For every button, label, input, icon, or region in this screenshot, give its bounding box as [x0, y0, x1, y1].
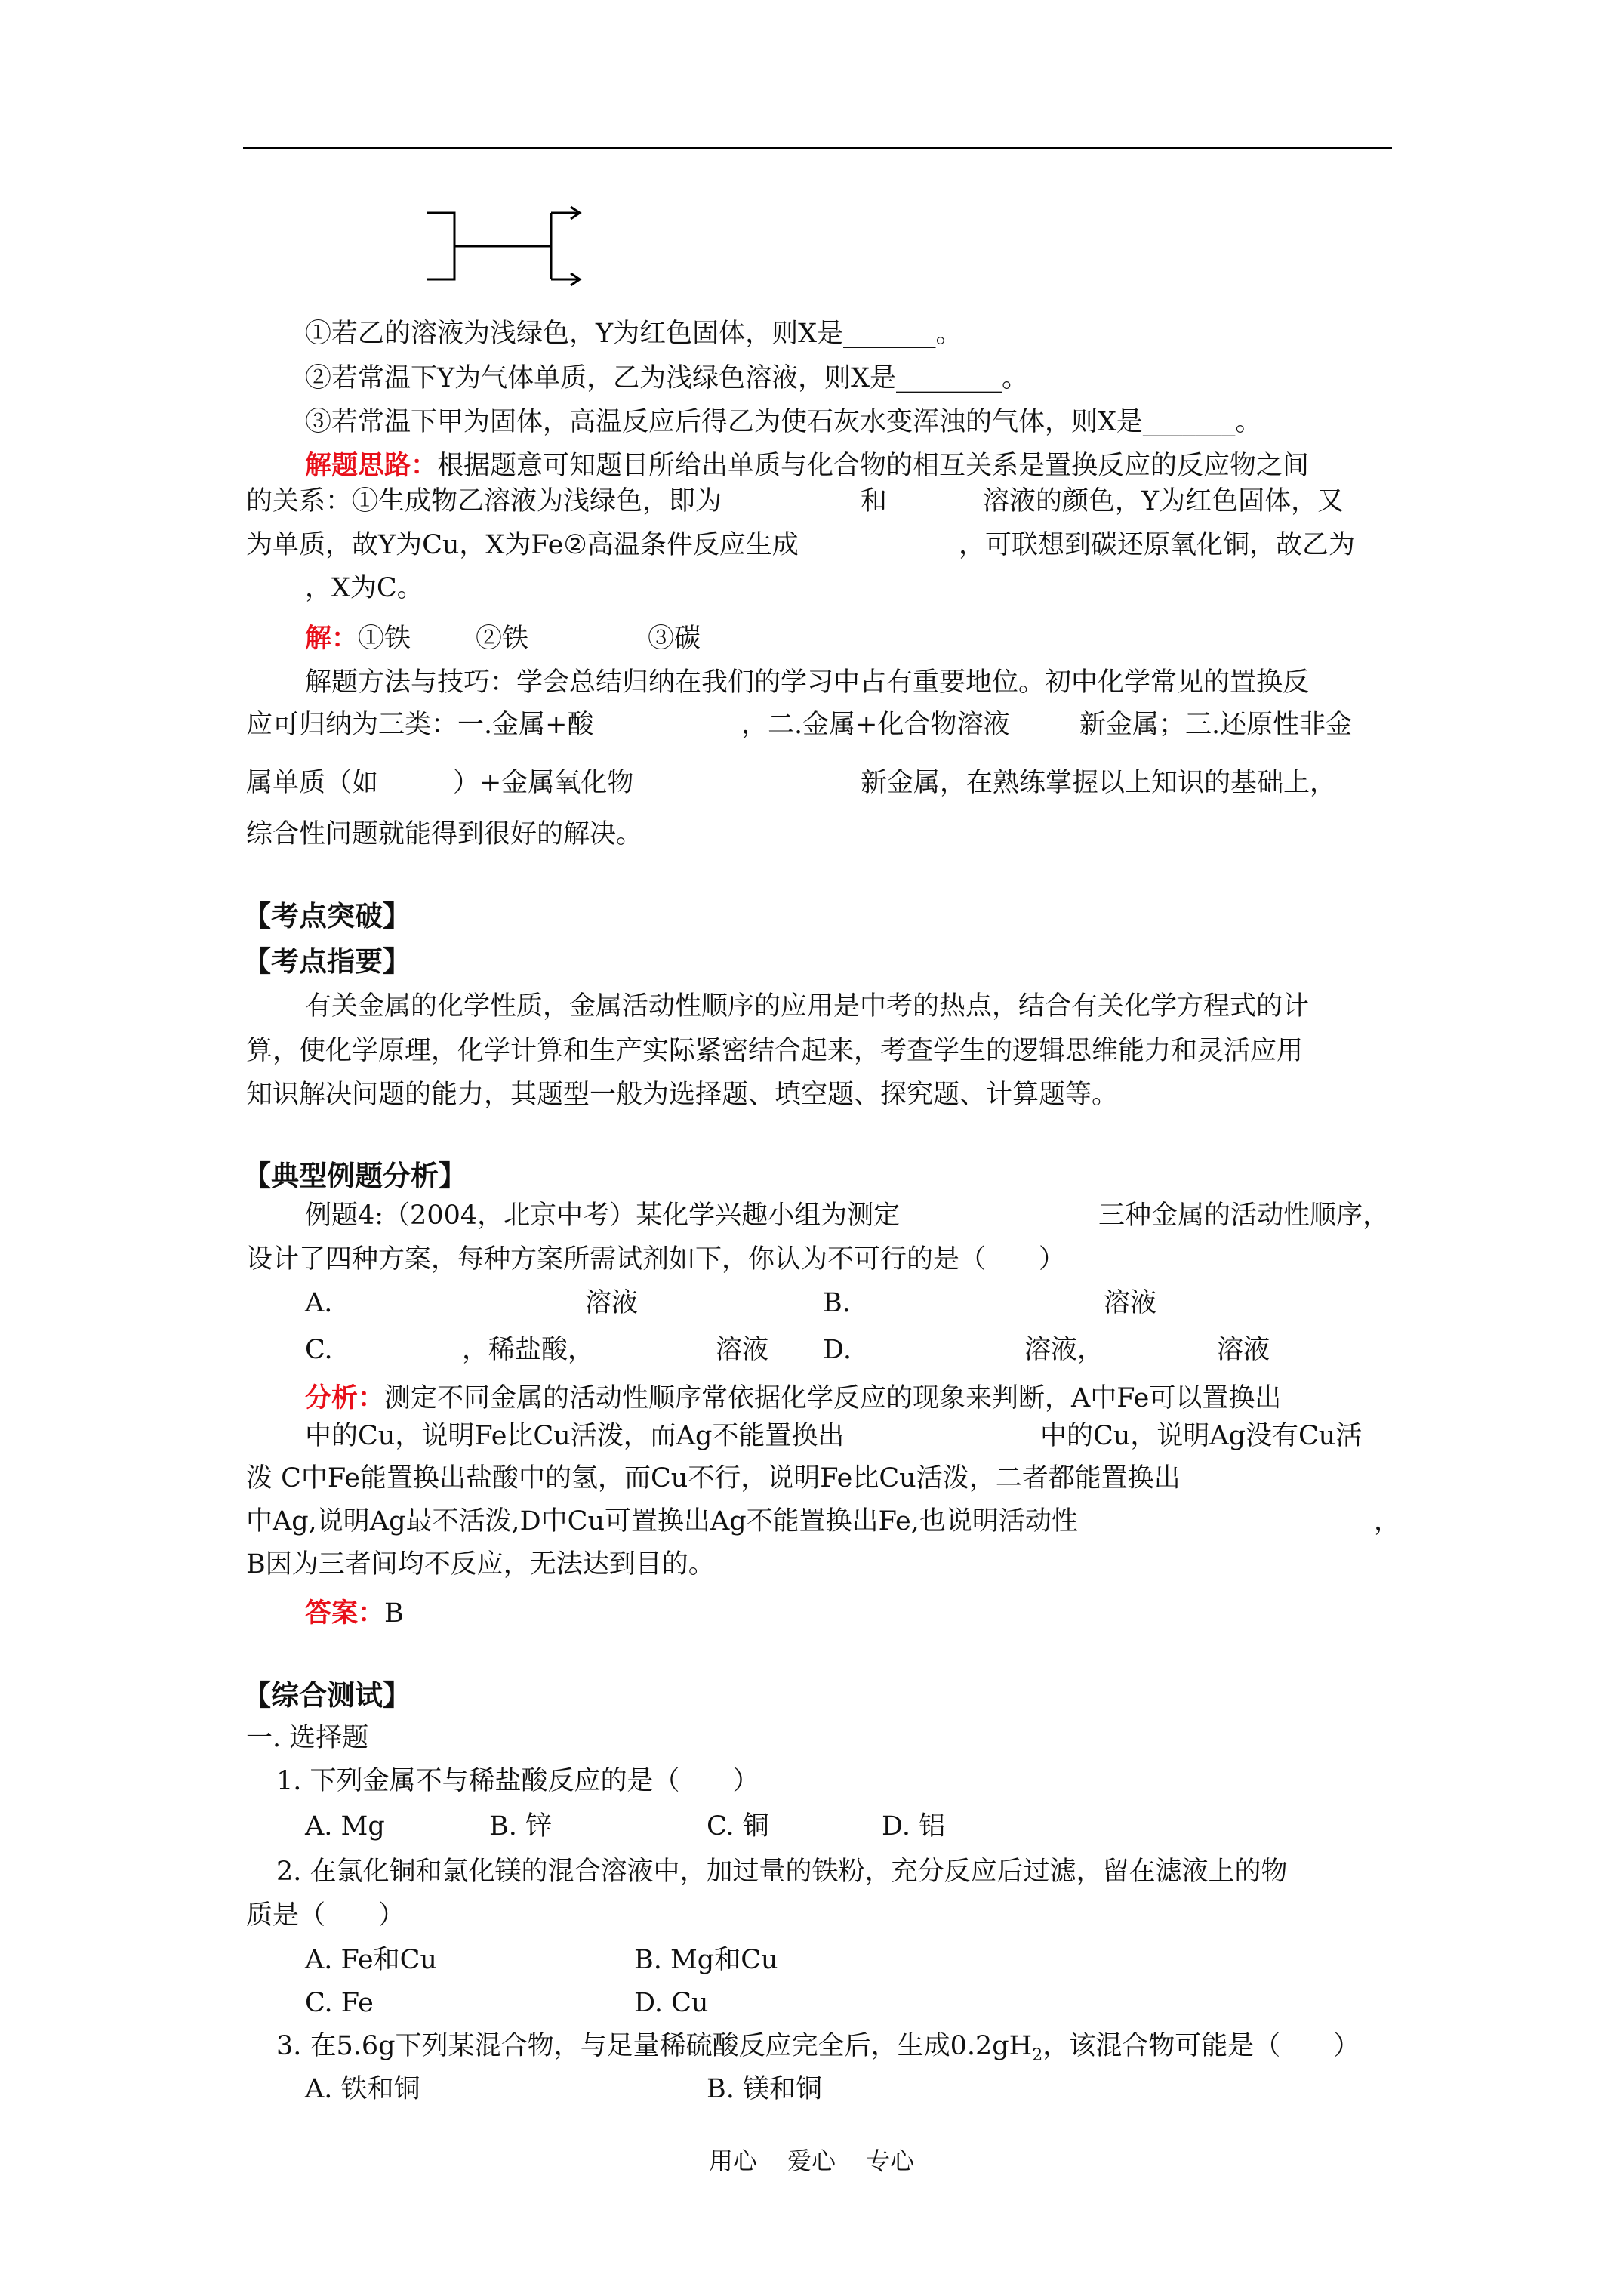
- analysis-line-2b: 中的Cu，说明Ag没有Cu活: [1040, 1421, 1363, 1451]
- method-line-4: 综合性问题就能得到很好的解决。: [246, 819, 643, 849]
- example-answer: 答案：B: [305, 1598, 404, 1629]
- method-line-2c: 新金属；三.还原性非金: [1079, 710, 1353, 740]
- example-line-1b: 三种金属的活动性顺序，: [1098, 1200, 1390, 1231]
- question-1-stem: 1. 下列金属不与稀盐酸反应的是（ ）: [276, 1766, 759, 1796]
- question-item-2: ②若常温下Y为气体单质，乙为浅绿色溶液，则X是________。: [305, 363, 1029, 393]
- solution-idea-line-2c: 溶液的颜色，Y为红色固体，又: [983, 486, 1344, 516]
- question-3-option-b: B. 镁和铜: [707, 2074, 822, 2104]
- method-line-2a: 应可归纳为三类：一.金属+酸: [246, 710, 594, 740]
- question-2-stem-1: 2. 在氯化铜和氯化镁的混合溶液中，加过量的铁粉，充分反应后过滤，留在滤液上的物: [276, 1857, 1288, 1887]
- method-line-2b: ，二.金属+化合物溶液: [741, 710, 1010, 740]
- question-2-stem-2: 质是（ ）: [246, 1900, 405, 1931]
- solution-idea-line-1: 解题思路：根据题意可知题目所给出单质与化合物的相互关系是置换反应的反应物之间: [305, 450, 1310, 481]
- solution-idea-line-2b: 和: [861, 486, 888, 516]
- example-option-c-text-2: 溶液: [716, 1335, 769, 1365]
- question-2-option-d: D. Cu: [634, 1988, 709, 2018]
- question-3-option-a: A. 铁和铜: [305, 2074, 420, 2104]
- section-heading-examples: 【典型例题分析】: [243, 1159, 467, 1192]
- question-item-3: ③若常温下甲为固体，高温反应后得乙为使石灰水变浑浊的气体，则X是_______。: [305, 407, 1262, 437]
- example-option-b-text: 溶液: [1104, 1288, 1157, 1318]
- page-footer: 用心 爱心 专心: [708, 2147, 915, 2175]
- example-answer-label: 答案：: [305, 1598, 385, 1629]
- reaction-diagram: [423, 204, 589, 294]
- method-line-3b: ）+金属氧化物: [453, 768, 634, 798]
- example-option-c-label: C.: [305, 1335, 333, 1365]
- analysis-line-2a: 中的Cu，说明Fe比Cu活泼，而Ag不能置换出: [305, 1421, 845, 1451]
- example-option-c-text: ，稀盐酸，: [462, 1335, 595, 1365]
- example-option-a-label: A.: [305, 1288, 333, 1318]
- analysis-line-4b: ，: [1374, 1506, 1401, 1536]
- key-points-line-3: 知识解决问题的能力，其题型一般为选择题、填空题、探究题、计算题等。: [246, 1080, 1119, 1110]
- header-rule: [243, 147, 1392, 149]
- example-option-d-label: D.: [823, 1335, 852, 1365]
- question-2-option-a: A. Fe和Cu: [305, 1945, 437, 1975]
- example-option-d-text: 溶液，: [1024, 1335, 1104, 1365]
- solution-idea-line-3b: ，可联想到碳还原氧化铜，故乙为: [959, 530, 1356, 560]
- method-line-3c: 新金属，在熟练掌握以上知识的基础上，: [861, 768, 1337, 798]
- analysis-label: 分析：: [305, 1382, 385, 1413]
- key-points-line-2: 算，使化学原理，化学计算和生产实际紧密结合起来，考查学生的逻辑思维能力和灵活应用: [246, 1036, 1304, 1066]
- section-heading-test: 【综合测试】: [243, 1678, 411, 1712]
- question-1-option-a: A. Mg: [305, 1811, 385, 1841]
- question-1-option-b: B. 锌: [489, 1811, 552, 1841]
- answer-item-3: ③碳: [648, 624, 701, 654]
- analysis-line-1: 分析：测定不同金属的活动性顺序常依据化学反应的现象来判断，A中Fe可以置换出: [305, 1382, 1282, 1413]
- analysis-line-5: B因为三者间均不反应，无法达到目的。: [246, 1549, 715, 1579]
- method-line-3a: 属单质（如: [246, 768, 379, 798]
- method-line-1: 解题方法与技巧：学会总结归纳在我们的学习中占有重要地位。初中化学常见的置换反: [305, 667, 1310, 698]
- question-1-option-c: C. 铜: [707, 1811, 769, 1841]
- example-option-d-text-2: 溶液: [1217, 1335, 1270, 1365]
- solution-idea-line-2a: 的关系：①生成物乙溶液为浅绿色，即为: [246, 486, 722, 516]
- solution-idea-label: 解题思路：: [305, 450, 438, 481]
- analysis-line-4a: 中Ag,说明Ag最不活泼,D中Cu可置换出Ag不能置换出Fe,也说明活动性: [246, 1506, 1078, 1536]
- solution-idea-line-4: ，X为C。: [305, 573, 423, 603]
- analysis-line-3: 泼 C中Fe能置换出盐酸中的氢，而Cu不行，说明Fe比Cu活泼，二者都能置换出: [246, 1463, 1181, 1493]
- answer-item-2: ②铁: [476, 624, 529, 654]
- example-option-b-label: B.: [823, 1288, 851, 1318]
- question-1-option-d: D. 铝: [882, 1811, 946, 1841]
- key-points-line-1: 有关金属的化学性质，金属活动性顺序的应用是中考的热点，结合有关化学方程式的计: [305, 991, 1310, 1022]
- question-2-option-c: C. Fe: [305, 1988, 374, 2018]
- example-option-a-text: 溶液: [585, 1288, 639, 1318]
- question-3-stem: 3. 在5.6g下列某混合物，与足量稀硫酸反应完全后，生成$0.2gH_2$，该混合物可能是（ ）: [276, 2031, 1360, 2065]
- example-line-1a: 例题4:（2004，北京中考）某化学兴趣小组为测定: [305, 1200, 901, 1231]
- section-heading-key-points: 【考点指要】: [243, 945, 411, 978]
- example-line-2: 设计了四种方案，每种方案所需试剂如下，你认为不可行的是（ ）: [246, 1244, 1066, 1274]
- solution-idea-line-3a: 为单质，故Y为Cu，X为Fe②高温条件反应生成: [246, 530, 799, 560]
- section-heading-breakthrough: 【考点突破】: [243, 899, 411, 932]
- answer-label-1: 解：①铁: [305, 623, 411, 654]
- question-2-option-b: B. Mg和Cu: [634, 1945, 778, 1975]
- question-item-1: ①若乙的溶液为浅绿色，Y为红色固体，则X是_______。: [305, 319, 962, 349]
- part-heading: 一. 选择题: [246, 1723, 369, 1753]
